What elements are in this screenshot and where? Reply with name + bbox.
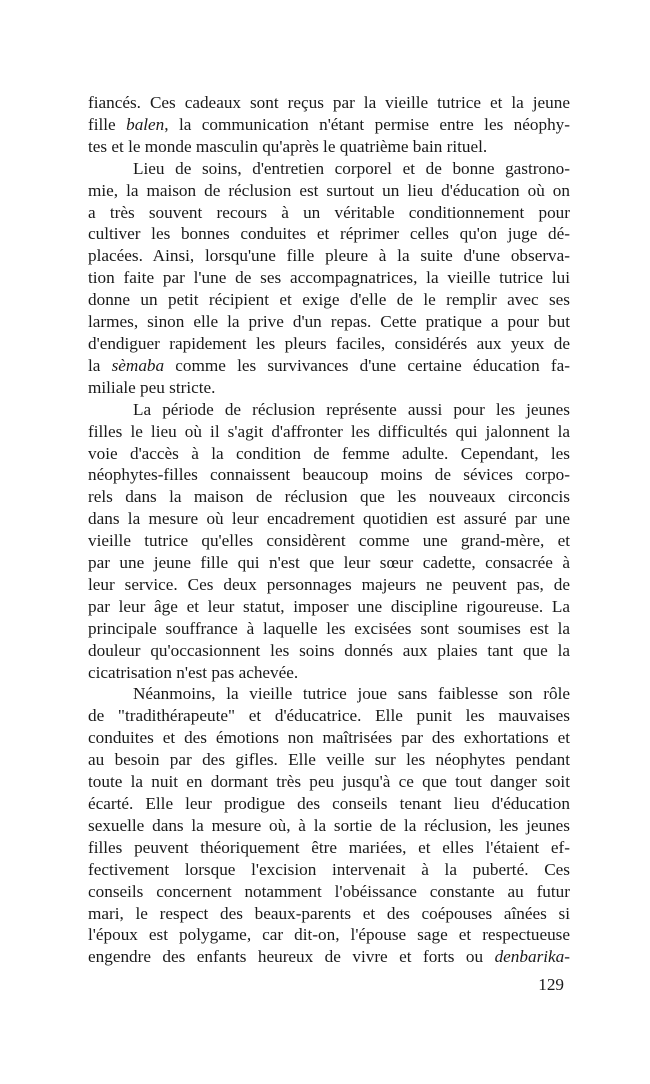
text-segment: néophytes-filles connaissent beaucoup moins de sévices corpo- <box>88 465 570 485</box>
text-line <box>88 158 570 180</box>
text-segment: dans la mesure où leur encadrement quotidien est assuré par une <box>88 509 570 529</box>
text-segment: larmes, sinon elle la prive d'un repas. Cette pratique a pour but <box>88 312 570 332</box>
text-segment: mie, la maison de réclusion est surtout un lieu d'éducation où on <box>88 180 570 200</box>
page-number: 129 <box>538 975 564 994</box>
text-segment: de "tradithérapeute" et d'éducatrice. Elle punit les mauvaises <box>88 706 570 726</box>
text-line <box>88 355 570 377</box>
paragraph <box>88 399 570 684</box>
paragraph <box>88 158 570 399</box>
text-line <box>88 486 570 508</box>
text-line <box>88 946 570 968</box>
text-segment: La période de réclusion représente aussi pour les jeunes <box>133 399 570 419</box>
text-segment: leur service. Ces deux personnages majeurs ne peuvent pas, de <box>88 574 570 594</box>
text-line <box>88 530 570 552</box>
text-segment: par leur âge et leur statut, imposer une discipline rigoureuse. La <box>88 596 570 616</box>
italic-term: balen <box>126 114 165 134</box>
text-line <box>88 267 570 289</box>
text-line <box>88 333 570 355</box>
italic-term: sèmaba <box>111 355 165 375</box>
text-line <box>88 793 570 815</box>
text-segment: tion faite par l'une de ses accompagnatrices, la vieille tutrice lui <box>88 268 570 288</box>
text-segment: Lieu de soins, d'entretien corporel et de bonne gastrono- <box>133 158 570 178</box>
text-line <box>88 574 570 596</box>
italic-term: denbarika- <box>494 947 570 967</box>
text-line <box>88 596 570 618</box>
text-line <box>88 443 570 465</box>
text-line <box>88 683 570 705</box>
text-segment: mari, le respect des beaux-parents et des coépouses aînées si <box>88 903 570 923</box>
paragraph <box>88 92 570 158</box>
text-segment: écarté. Elle leur prodigue des conseils tenant lieu d'éducation <box>88 794 570 813</box>
text-line <box>88 662 570 684</box>
text-line <box>88 136 570 158</box>
text-segment: douleur qu'occasionnent les soins donnés aux plaies tant que la <box>88 640 570 660</box>
text-line <box>88 837 570 859</box>
paragraph <box>88 683 570 968</box>
text-segment: cultiver les bonnes conduites et réprimer celles qu'on juge dé- <box>88 224 570 244</box>
text-segment: fiancés. Ces cadeaux sont reçus par la vieille tutrice et la jeune <box>88 93 570 112</box>
text-segment: cicatrisation n'est pas achevée. <box>88 662 299 682</box>
text-line <box>88 815 570 837</box>
text-line <box>88 903 570 925</box>
text-segment: par une jeune fille qui n'est que leur sœur cadette, consacrée à <box>88 553 570 573</box>
text-segment: placées. Ainsi, lorsqu'une fille pleure à la suite d'une observa- <box>88 246 570 266</box>
text-line <box>88 223 570 245</box>
text-segment: toute la nuit en dormant très peu jusqu'à ce que tout danger soit <box>88 772 570 792</box>
text-line <box>88 114 570 136</box>
text-line <box>88 881 570 903</box>
text-segment: conduites et des émotions non maîtrisées par des exhortations et <box>88 728 570 748</box>
text-segment: fectivement lorsque l'excision intervenait à la puberté. Ces <box>88 859 570 879</box>
text-segment: , la communication n'étant permise entre les néophy- <box>164 114 570 134</box>
text-segment: miliale peu stricte. <box>88 377 216 397</box>
text-line <box>88 202 570 224</box>
text-line <box>88 640 570 662</box>
text-line <box>88 705 570 727</box>
text-segment: engendre des enfants heureux de vivre et forts ou <box>88 947 495 967</box>
text-segment: fille <box>88 114 127 134</box>
text-segment: principale souffrance à laquelle les excisées sont soumises est la <box>88 618 570 638</box>
text-line <box>88 92 570 114</box>
text-segment: donne un petit récipient et exige d'elle de le remplir avec ses <box>88 290 570 310</box>
text-line <box>88 245 570 267</box>
text-line <box>88 508 570 530</box>
text-line <box>88 771 570 793</box>
text-segment: au besoin par des gifles. Elle veille sur les néophytes pendant <box>88 750 570 770</box>
text-segment: vieille tutrice qu'elles considèrent comme une grand-mère, et <box>88 531 570 551</box>
text-line <box>88 289 570 311</box>
text-line <box>88 727 570 749</box>
text-line <box>88 311 570 333</box>
text-segment: d'endiguer rapidement les pleurs faciles, considérés aux yeux de <box>88 333 570 353</box>
text-segment: voie d'accès à la condition de femme adulte. Cependant, les <box>88 443 570 463</box>
text-segment: Néanmoins, la vieille tutrice joue sans faiblesse son rôle <box>133 684 570 704</box>
text-line <box>88 421 570 443</box>
text-segment: l'époux est polygame, car dit-on, l'épouse sage et respectueuse <box>88 925 570 945</box>
text-line <box>88 377 570 399</box>
text-line <box>88 464 570 486</box>
text-segment: la <box>88 355 112 375</box>
text-line <box>88 180 570 202</box>
text-segment: a très souvent recours à un véritable conditionnement pour <box>88 202 570 222</box>
text-segment: tes et le monde masculin qu'après le quatrième bain rituel. <box>88 136 488 156</box>
body-text <box>88 92 570 968</box>
text-segment: rels dans la maison de réclusion que les nouveaux circoncis <box>88 487 570 507</box>
text-segment: conseils concernent notamment l'obéissance constante au futur <box>88 881 570 901</box>
text-segment: comme les survivances d'une certaine éducation fa- <box>164 355 570 375</box>
text-segment: sexuelle dans la mesure où, à la sortie de la réclusion, les jeunes <box>88 815 570 835</box>
text-line <box>88 924 570 946</box>
text-segment: filles peuvent théoriquement être mariées, et elles l'étaient ef- <box>88 837 570 857</box>
text-line <box>88 859 570 881</box>
text-line <box>88 552 570 574</box>
text-segment: filles le lieu où il s'agit d'affronter les difficultés qui jalonnent la <box>88 421 570 441</box>
text-line <box>88 618 570 640</box>
text-line <box>88 399 570 421</box>
text-line <box>88 749 570 771</box>
